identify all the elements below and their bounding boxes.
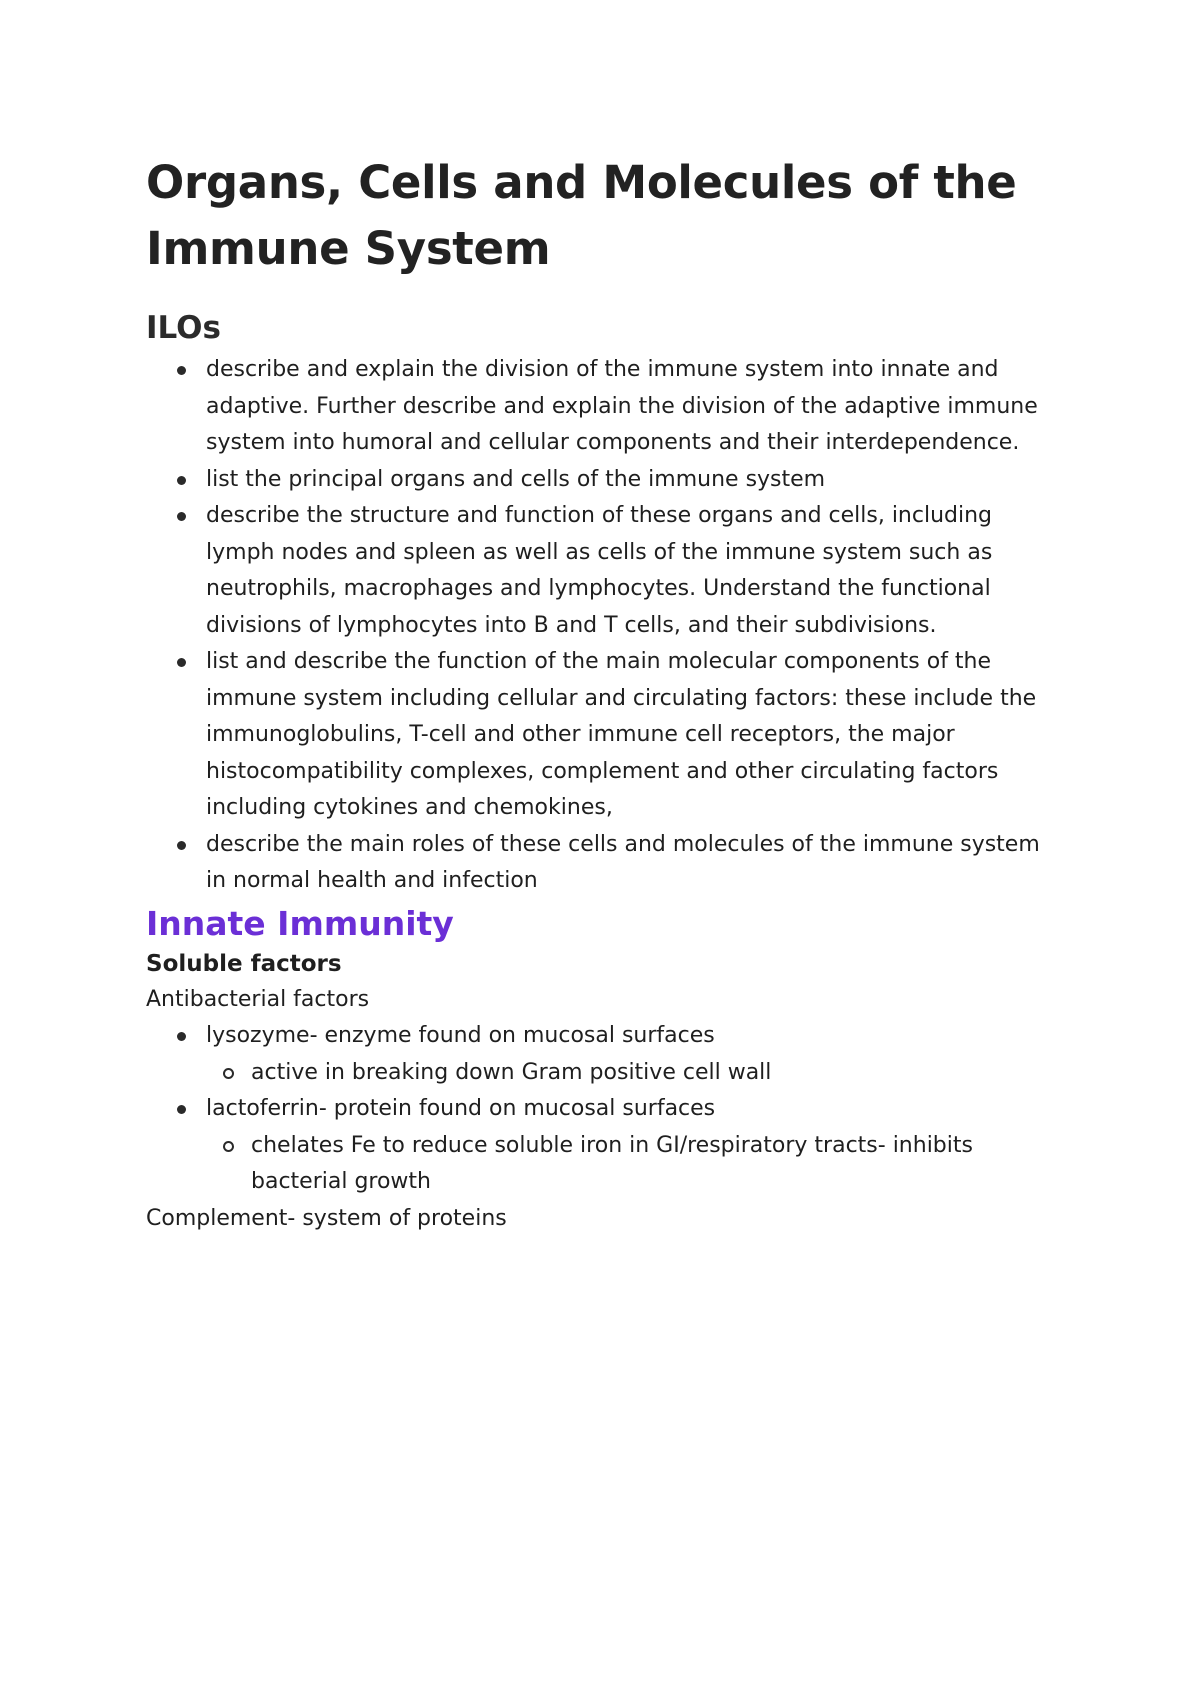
list-item-text: describe the structure and function of these organs and cells, including lymph nodes and spleen as well as cells of the immune system such as neutrophils, macrophages and lymphocytes. Understand the functional divisions of lymphocytes into B and T cells, and their subdivisions. [206, 503, 993, 638]
list-item [146, 462, 1066, 499]
bullet-icon [177, 476, 186, 485]
sub-list [206, 1128, 1066, 1201]
bullet-icon [177, 841, 186, 850]
hollow-bullet-icon [223, 1068, 234, 1079]
sub-list-item [206, 1055, 1066, 1092]
bullet-icon [177, 1105, 186, 1114]
list-item [146, 352, 1066, 462]
sub-list-item-text: active in breaking down Gram positive cell wall [251, 1059, 772, 1085]
sub-list [206, 1055, 1066, 1092]
ilos-list [146, 352, 1066, 900]
complement-text: Complement- system of proteins [146, 1205, 507, 1231]
list-item-text: describe the main roles of these cells and molecules of the immune system in normal health and infection [206, 831, 1040, 893]
list-item-text: lactoferrin- protein found on mucosal surfaces [206, 1096, 716, 1121]
document-page [146, 150, 1066, 1237]
list-item-text: list and describe the function of the main molecular components of the immune system including cellular and circulating factors: these include the immunoglobulins, T-cell and other immune cell receptors, the major histocompatibility complexes, complement and other circulating factors including cytokines and chemokines, [206, 649, 1037, 820]
list-item [146, 498, 1066, 644]
hollow-bullet-icon [223, 1141, 234, 1152]
list-item [146, 644, 1066, 827]
bullet-icon [177, 366, 186, 375]
list-item [146, 827, 1066, 900]
sub-list-item-text: chelates Fe to reduce soluble iron in GI/respiratory tracts- inhibits bacterial growth [251, 1132, 973, 1194]
list-item-text: describe and explain the division of the immune system into innate and adaptive. Further describe and explain the division of the adaptive immune system into humoral and cellular components and their interdependence. [206, 357, 1038, 455]
list-item-text: lysozyme- enzyme found on mucosal surfaces [206, 1023, 715, 1048]
antibacterial-factors-label: Antibacterial factors [146, 986, 370, 1012]
list-item-text: list the principal organs and cells of the immune system [206, 466, 826, 492]
list-item [146, 1018, 1066, 1091]
sub-list-item [206, 1128, 1066, 1201]
document-title: Organs, Cells and Molecules of the Immune System [146, 156, 1017, 275]
bullet-icon [177, 658, 186, 667]
antibacterial-list [146, 1018, 1066, 1201]
innate-immunity-heading: Innate Immunity [146, 903, 454, 943]
list-item [146, 1091, 1066, 1201]
bullet-icon [177, 1032, 186, 1041]
ilos-heading: ILOs [146, 310, 221, 346]
bullet-icon [177, 512, 186, 521]
soluble-factors-heading: Soluble factors [146, 950, 342, 977]
